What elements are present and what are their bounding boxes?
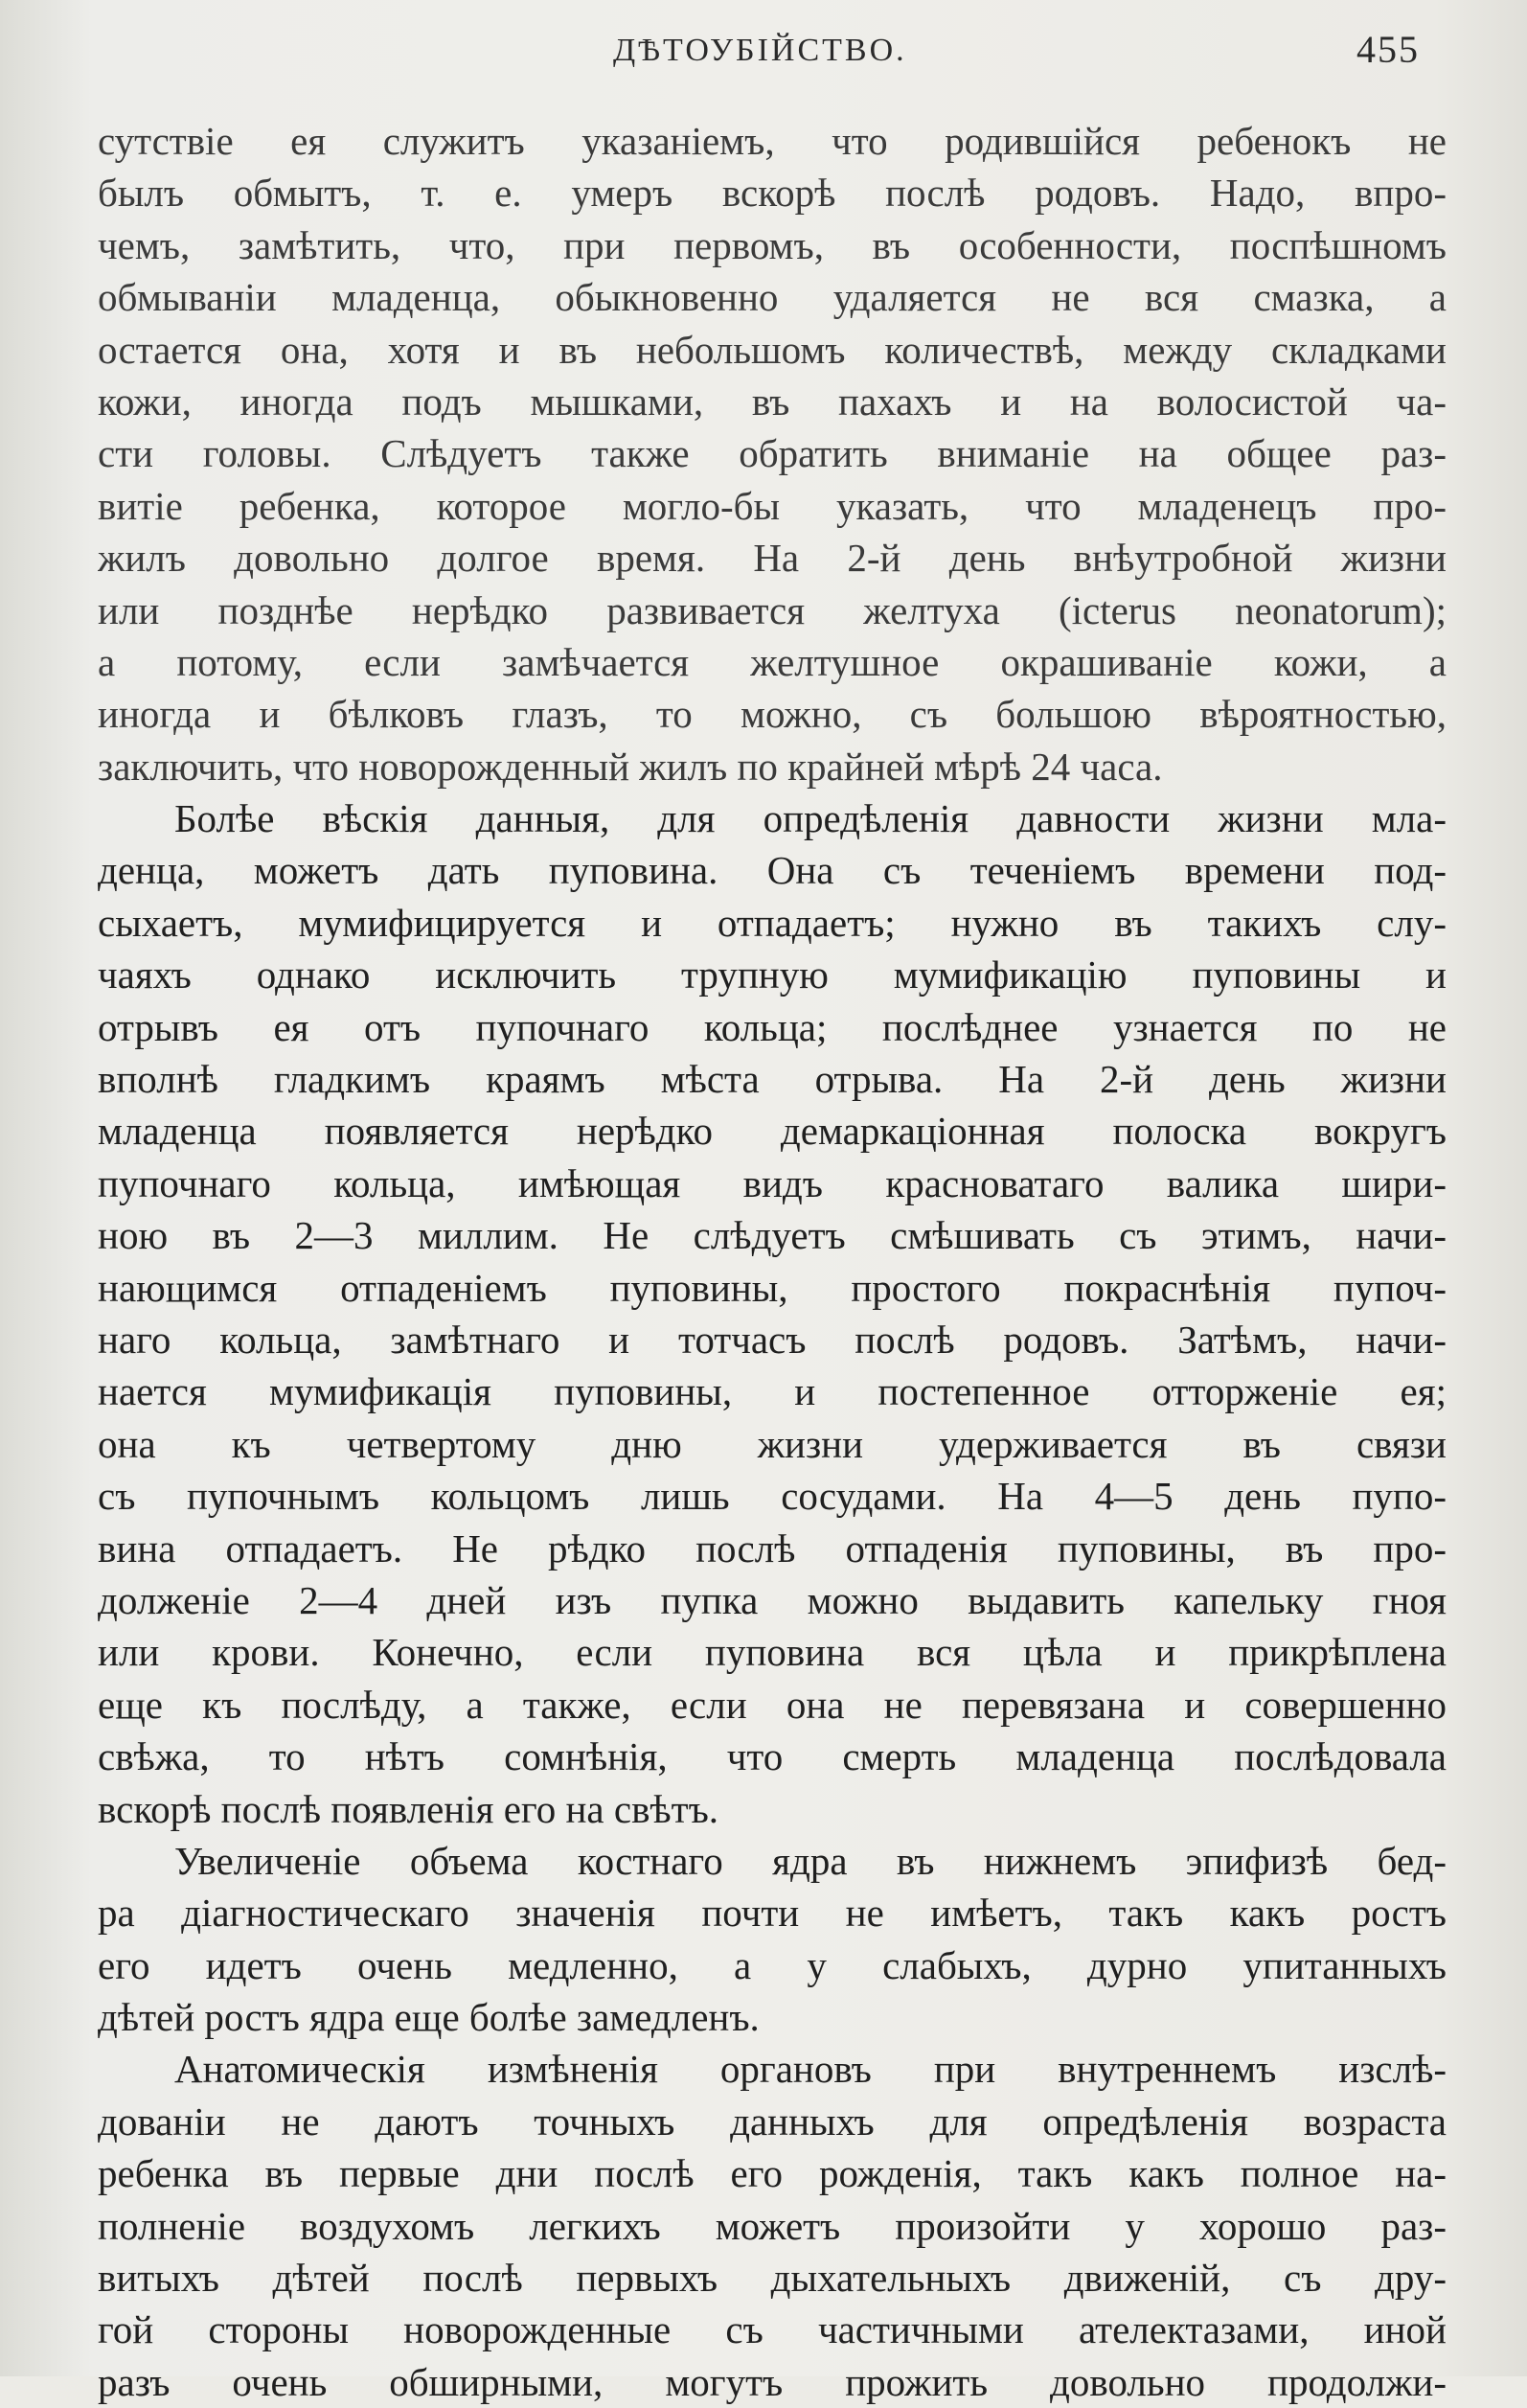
text-line: гой стороны новорожденные съ частичными ателектазами, иной	[98, 2307, 1447, 2352]
text-line: нающимся отпаденіемъ пуповины, простого покраснѣнія пупоч-	[98, 1265, 1447, 1310]
paragraph-1	[98, 115, 1447, 792]
text-line: долженіе 2—4 дней изъ пупка можно выдавить капельку гноя	[98, 1577, 1447, 1622]
text-line: дѣтей ростъ ядра еще болѣе замедленъ.	[98, 1995, 760, 2040]
text-line: витыхъ дѣтей послѣ первыхъ дыхательныхъ движеній, съ дру-	[98, 2256, 1447, 2301]
running-title: ДѢТОУБІЙСТВО.	[613, 33, 907, 68]
text-line: былъ обмытъ, т. е. умеръ вскорѣ послѣ родовъ. Надо, впро-	[98, 171, 1447, 216]
text-line: сыхаетъ, мумифицируется и отпадаетъ; нужно въ такихъ слу-	[98, 900, 1447, 945]
text-line: сти головы. Слѣдуетъ также обратить вниманіе на общее раз-	[98, 431, 1447, 476]
text-line: витіе ребенка, которое могло-бы указать, что младенецъ про-	[98, 483, 1447, 528]
text-line: еще къ послѣду, а также, если она не перевязана и совершенно	[98, 1682, 1447, 1727]
text-line: она къ четвертому дню жизни удерживается въ связи	[98, 1421, 1447, 1466]
text-line: сутствіе ея служитъ указаніемъ, что родившійся ребенокъ не	[98, 119, 1447, 163]
text-line: чемъ, замѣтить, что, при первомъ, въ особенности, поспѣшномъ	[98, 222, 1447, 267]
text-line: нается мумификація пуповины, и постепенное отторженіе ея;	[98, 1369, 1447, 1414]
text-line: или крови. Конечно, если пуповина вся цѣла и прикрѣплена	[98, 1630, 1447, 1675]
text-line: наго кольца, замѣтнаго и тотчасъ послѣ родовъ. Затѣмъ, начи-	[98, 1317, 1447, 1362]
text-line: ною въ 2—3 миллим. Не слѣдуетъ смѣшивать съ этимъ, начи-	[98, 1213, 1447, 1258]
text-line: ребенка въ первые дни послѣ его рожденія, такъ какъ полное на-	[98, 2151, 1447, 2196]
text-line: вполнѣ гладкимъ краямъ мѣста отрыва. На 2-й день жизни	[98, 1057, 1447, 1102]
text-line: денца, можетъ дать пуповина. Она съ теченіемъ времени под-	[98, 848, 1447, 893]
text-line: вина отпадаетъ. Не рѣдко послѣ отпаденія пуповины, въ про-	[98, 1525, 1447, 1571]
text-line: полненіе воздухомъ легкихъ можетъ произойти у хорошо раз-	[98, 2203, 1447, 2248]
text-line: обмываніи младенца, обыкновенно удаляется не вся смазка, а	[98, 275, 1447, 320]
text-line: пупочнаго кольца, имѣющая видъ красноватаго валика шири-	[98, 1160, 1447, 1205]
text-line: а потому, если замѣчается желтушное окрашиваніе кожи, а	[98, 639, 1447, 684]
text-line: съ пупочнымъ кольцомъ лишь сосудами. На 4—5 день пупо-	[98, 1474, 1447, 1519]
text-line: или позднѣе нерѣдко развивается желтуха (icterus neonatorum);	[98, 587, 1447, 632]
text-line: разъ очень обширными, могутъ прожить довольно продолжи-	[98, 2359, 1447, 2404]
text-line: иногда и бѣлковъ глазъ, то можно, съ большою вѣроятностью,	[98, 692, 1447, 737]
text-line: Увеличеніе объема костнаго ядра въ нижнемъ эпифизѣ бед-	[174, 1838, 1447, 1883]
text-line: вскорѣ послѣ появленія его на свѣтъ.	[98, 1786, 719, 1831]
text-line: дованіи не даютъ точныхъ данныхъ для опредѣленія возраста	[98, 2098, 1447, 2144]
text-line: жилъ довольно долгое время. На 2-й день внѣутробной жизни	[98, 536, 1447, 581]
paragraph-4	[98, 2043, 1447, 2408]
text-line: Болѣе вѣскія данныя, для опредѣленія давности жизни мла-	[174, 796, 1447, 841]
text-line: его идетъ очень медленно, а у слабыхъ, дурно упитанныхъ	[98, 1942, 1447, 1987]
text-line: чаяхъ однако исключить трупную мумификацію пуповины и	[98, 952, 1447, 998]
text-line: младенца появляется нерѣдко демаркаціонная полоска вокругъ	[98, 1109, 1447, 1154]
text-line: заключить, что новорожденный жилъ по крайней мѣрѣ 24 часа.	[98, 744, 1163, 789]
text-line: кожи, иногда подъ мышками, въ пахахъ и на волосистой ча-	[98, 378, 1447, 424]
text-line: ра діагностическаго значенія почти не имѣетъ, такъ какъ ростъ	[98, 1891, 1447, 1936]
page-number: 455	[1356, 28, 1420, 71]
text-line: Анатомическія измѣненія органовъ при внутреннемъ изслѣ-	[174, 2047, 1447, 2092]
text-line: остается она, хотя и въ небольшомъ количествѣ, между складками	[98, 327, 1447, 372]
paragraph-3	[98, 1835, 1447, 2044]
paragraph-2	[98, 792, 1447, 1835]
text-line: свѣжа, то нѣтъ сомнѣнія, что смерть младенца послѣдовала	[98, 1734, 1447, 1779]
text-line: отрывъ ея отъ пупочнаго кольца; послѣднее узнается по не	[98, 1004, 1447, 1049]
text-body	[98, 115, 1447, 2408]
